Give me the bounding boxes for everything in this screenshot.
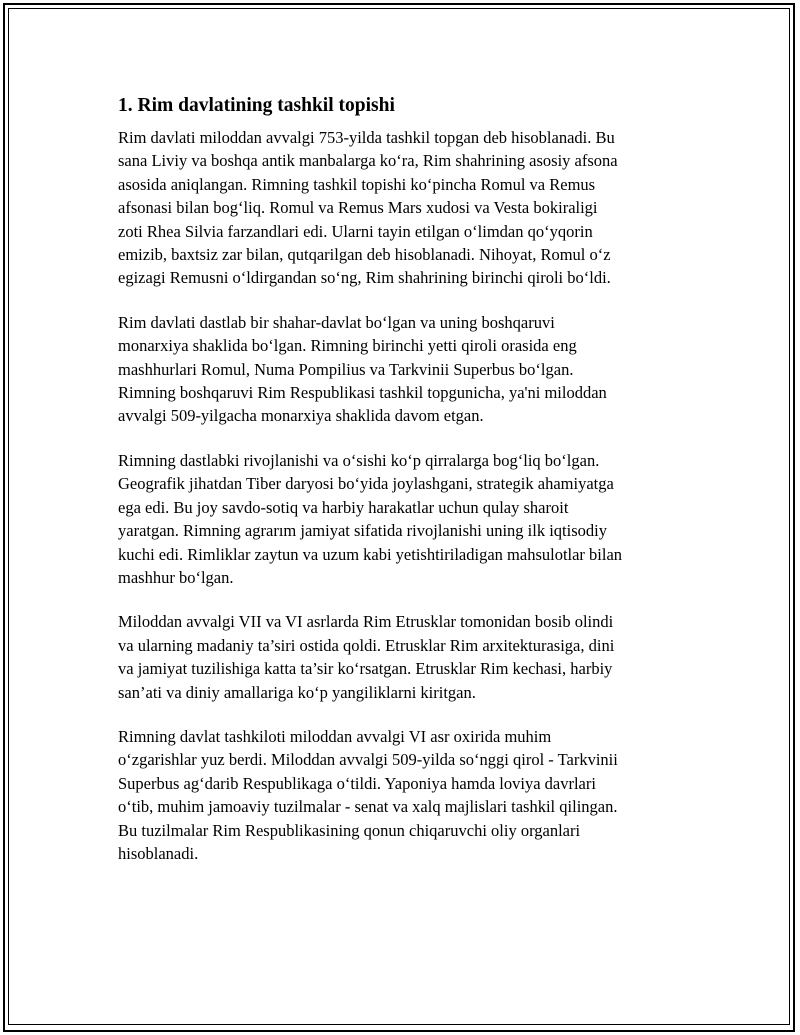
text-line: o‘tib, muhim jamoaviy tuzilmalar - senat va xalq majlislari tashkil qilingan. bbox=[118, 797, 618, 817]
text-line: zoti Rhea Silvia farzandlari edi. Ularni tayin etilgan o‘limdan qo‘yqorin bbox=[118, 221, 593, 241]
paragraph-3 bbox=[118, 449, 688, 589]
paragraph-4 bbox=[118, 610, 688, 704]
text-line: yaratgan. Rimning agrarım jamiyat sifatida rivojlanishi uning ilk iqtisodiy bbox=[118, 521, 607, 541]
text-line: va jamiyat tuzilishiga katta ta’sir ko‘rsatgan. Etrusklar Rim kechasi, harbiy bbox=[118, 659, 613, 679]
text-line: mashhurlari Romul, Numa Pompilius va Tarkvinii Superbus bo‘lgan. bbox=[118, 359, 574, 379]
text-line: ega edi. Bu joy savdo-sotiq va harbiy harakatlar uchun qulay sharoit bbox=[118, 497, 569, 517]
paragraph-5 bbox=[118, 725, 688, 865]
section-heading: 1. Rim davlatining tashkil topishi bbox=[118, 95, 395, 116]
text-line: Miloddan avvalgi VII va VI asrlarda Rim Etrusklar tomonidan bosib olindi bbox=[118, 612, 614, 632]
text-line: monarxiya shaklida bo‘lgan. Rimning birinchi yetti qiroli orasida eng bbox=[118, 336, 577, 356]
text-line: emizib, baxtsiz zar bilan, qutqarilgan deb hisoblanadi. Nihoyat, Romul o‘z bbox=[118, 245, 611, 265]
paragraph-2 bbox=[118, 311, 688, 428]
paragraph-1 bbox=[118, 126, 688, 290]
text-line: Bu tuzilmalar Rim Respublikasining qonun chiqaruvchi oliy organlari bbox=[118, 820, 581, 840]
text-line: Rimning dastlabki rivojlanishi va o‘sishi ko‘p qirralarga bog‘liq bo‘lgan. bbox=[118, 450, 600, 470]
text-line: Rim davlati miloddan avvalgi 753-yilda tashkil topgan deb hisoblanadi. Bu bbox=[118, 128, 615, 147]
text-line: Rimning davlat tashkiloti miloddan avvalgi VI asr oxirida muhim bbox=[118, 726, 552, 746]
text-line: sana Liviy va boshqa antik manbalarga ko‘ra, Rim shahrining asosiy afsona bbox=[118, 151, 618, 171]
text-line: Geografik jihatdan Tiber daryosi bo‘yida joylashgani, strategik ahamiyatga bbox=[118, 474, 614, 494]
document-body bbox=[118, 92, 688, 886]
text-line: asosida aniqlangan. Rimning tashkil topishi ko‘pincha Romul va Remus bbox=[118, 174, 596, 194]
text-line: mashhur bo‘lgan. bbox=[118, 567, 234, 587]
text-line: san’ati va diniy amallariga ko‘p yangiliklarni kiritgan. bbox=[118, 682, 476, 702]
text-line: egizagi Remusni o‘ldirgandan so‘ng, Rim shahrining birinchi qiroli bo‘ldi. bbox=[118, 268, 611, 288]
text-line: va ularning madaniy ta’siri ostida qoldi. Etrusklar Rim arxitekturasiga, dini bbox=[118, 635, 615, 655]
text-line: afsonasi bilan bog‘liq. Romul va Remus Mars xudosi va Vesta bokiraligi bbox=[118, 198, 598, 218]
text-line: Rim davlati dastlab bir shahar-davlat bo‘lgan va uning boshqaruvi bbox=[118, 312, 555, 332]
text-line: Rimning boshqaruvi Rim Respublikasi tashkil topgunicha, ya'ni miloddan bbox=[118, 383, 607, 403]
text-line: Superbus ag‘darib Respublikaga o‘tildi. Yaponiya hamda loviya davrlari bbox=[118, 773, 596, 793]
text-line: avvalgi 509-yilgacha monarxiya shaklida davom etgan. bbox=[118, 406, 484, 426]
text-line: kuchi edi. Rimliklar zaytun va uzum kabi yetishtiriladigan mahsulotlar bilan bbox=[118, 544, 623, 564]
text-line: o‘zgarishlar yuz berdi. Miloddan avvalgi 509-yilda so‘nggi qirol - Tarkvinii bbox=[118, 750, 618, 770]
text-line: hisoblanadi. bbox=[118, 843, 199, 863]
